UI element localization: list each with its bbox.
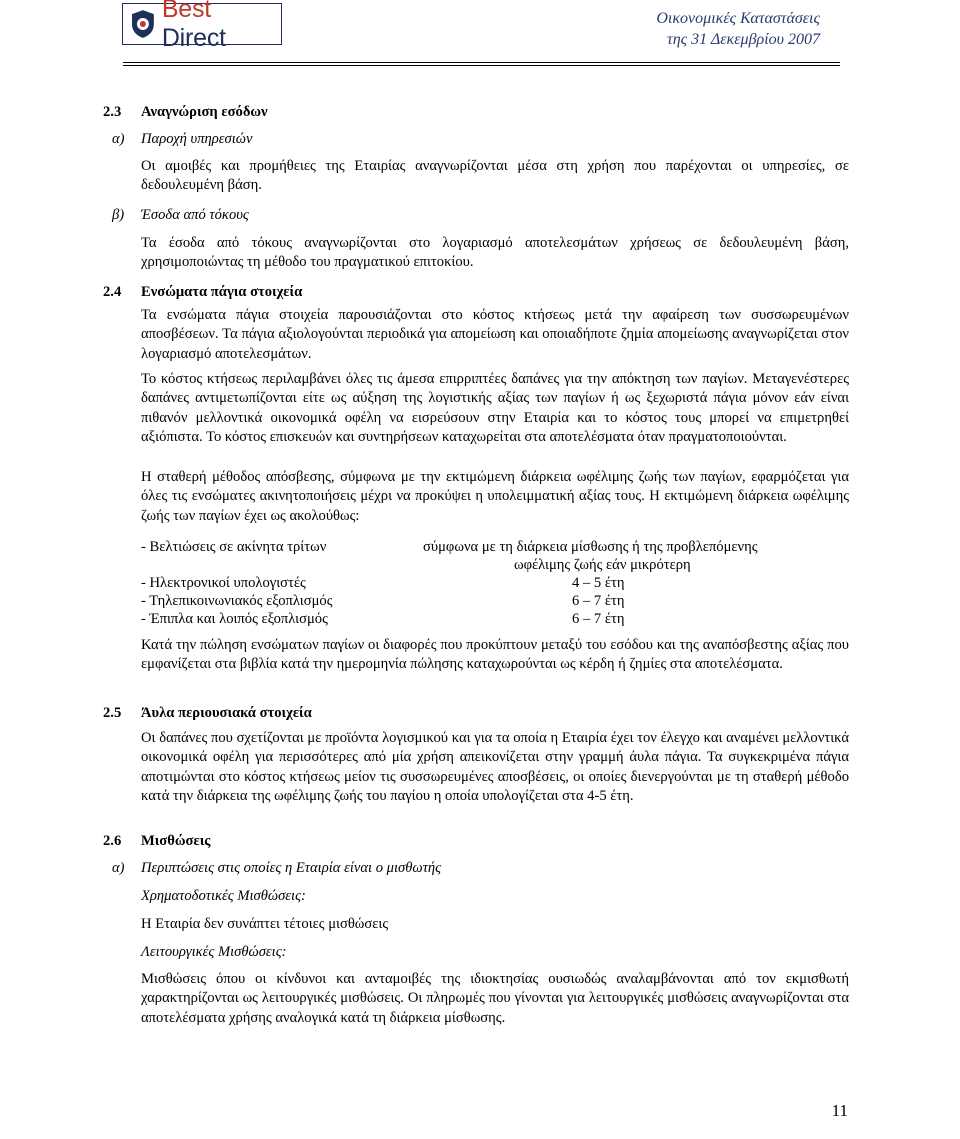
list-value: 6 – 7 έτη	[572, 593, 625, 609]
list-item: - Τηλεπικοινωνιακός εξοπλισμός	[141, 593, 333, 609]
list-item: - Έπιπλα και λοιπός εξοπλισμός	[141, 611, 328, 627]
list-value: 4 – 5 έτη	[572, 575, 625, 591]
paragraph: Το κόστος κτήσεως περιλαμβάνει όλες τις άμεσα επιρριπτέες δαπάνες για την απόκτηση των παγίων. Μεταγενέστερες δαπάνες αντιμετωπίζονται είτε ως αύξηση της λογιστικής αξίας των παγίων ή ως ξεχωριστά πάγια μόνον εάν είναι πιθανόν μελλοντικά οικονομικά οφέλη να εισρεύσουν στην Εταιρία και το κόστος τους μπορεί να επιμετρηθεί αξιόπιστα. Το κόστος επισκευών και συντηρήσεων καταχωρείται στα αποτελέσματα όταν πραγματοποιούνται.	[141, 371, 849, 446]
company-logo	[122, 0, 282, 52]
subheading: Λειτουργικές Μισθώσεις:	[141, 944, 287, 960]
section-number: 2.5	[103, 705, 122, 721]
section-title: Άυλα περιουσιακά στοιχεία	[141, 705, 312, 721]
section-number: 2.6	[103, 833, 122, 849]
item-label: α)	[112, 860, 125, 876]
paragraph: Κατά την πώληση ενσώματων παγίων οι διαφορές που προκύπτουν μεταξύ του εσόδου και της αναπόσβεστης αξίας που εμφανίζεται στα βιβλία κατά την ημερομηνία πώλησης καταχωρούνται ως κέρδη ή ζημίες στα αποτελέσματα.	[141, 637, 849, 673]
list-item: - Ηλεκτρονικοί υπολογιστές	[141, 575, 306, 591]
section-title: Μισθώσεις	[141, 833, 211, 849]
paragraph: Οι αμοιβές και προμήθειες της Εταιρίας αναγνωρίζονται μέσα στη χρήση που παρέχονται οι υπηρεσίες, σε δεδουλευμένη βάση.	[141, 158, 849, 194]
subsection-title: Περιπτώσεις στις οποίες η Εταιρία είναι ο μισθωτής	[141, 860, 442, 876]
section-title: Αναγνώριση εσόδων	[141, 104, 268, 120]
list-value: 6 – 7 έτη	[572, 611, 625, 627]
paragraph: Τα ενσώματα πάγια στοιχεία παρουσιάζονται στο κόστος κτήσεως μετά την αφαίρεση των συσσωρευμένων αποσβέσεων. Τα πάγια αξιολογούνται περιοδικά για απομείωση και οποιαδήποτε ζημία απομείωσης αναγνωρίζεται στον λογαριασμό αποτελεσμάτων.	[141, 307, 849, 362]
list-value: σύμφωνα με τη διάρκεια μίσθωσης ή της προβλεπόμενης	[423, 539, 758, 555]
subsection-title: Παροχή υπηρεσιών	[141, 131, 253, 147]
logo-wordmark: Best Direct	[161, 0, 226, 52]
subheading: Χρηματοδοτικές Μισθώσεις:	[141, 888, 306, 904]
item-label: β)	[112, 207, 125, 223]
item-label: α)	[112, 131, 125, 147]
paragraph: Οι δαπάνες που σχετίζονται με προϊόντα λογισμικού και για τα οποία η Εταιρία έχει τον έλεγχο και αναμένει μελλοντικά οικονομικά οφέλη για περισσότερες από μία χρήση απεικονίζεται στην γραμμή άυλα πάγια. Τα συγκεκριμένα πάγια αποτιμώνται στο κόστος κτήσεως μείον τις συσσωρευμένες αποσβέσεις, οι οποίες διενεργούνται με τη σταθερή μέθοδο κατά την διάρκεια της ωφέλιμης ζωής του παγίου η οποία υπολογίζεται στα 4-5 έτη.	[141, 730, 849, 805]
paragraph: Μισθώσεις όπου οι κίνδυνοι και ανταμοιβές της ιδιοκτησίας ουσιωδώς αναλαμβάνονται από τον εκμισθωτή χαρακτηρίζονται ως λειτουργικές μισθώσεις. Οι πληρωμές που γίνονται για λειτουργικές μισθώσεις αναγνωρίζονται στα αποτελέσματα χρήσης αναλογικά κατά τη διάρκεια μίσθωσης.	[141, 971, 849, 1026]
list-item: - Βελτιώσεις σε ακίνητα τρίτων	[141, 539, 327, 555]
header-rule	[123, 62, 840, 63]
paragraph: Τα έσοδα από τόκους αναγνωρίζονται στο λογαριασμό αποτελεσμάτων χρήσεως σε δεδουλευμένη βάση, χρησιμοποιώντας τη μέθοδο του πραγματικού επιτοκίου.	[141, 235, 849, 271]
list-value: ωφέλιμης ζωής εάν μικρότερη	[514, 557, 691, 573]
section-number: 2.4	[103, 284, 122, 300]
section-title: Ενσώματα πάγια στοιχεία	[141, 284, 303, 300]
paragraph: Η Εταιρία δεν συνάπτει τέτοιες μισθώσεις	[141, 916, 389, 932]
paragraph: Η σταθερή μέθοδος απόσβεσης, σύμφωνα με την εκτιμώμενη διάρκεια ωφέλιμης ζωής των παγίων, εφαρμόζεται για όλες τις ενσώματες ακινητοποιήσεις μέχρι να προκύψει η υπολειμματική αξίας τους. Η εκτιμώμενη διάρκεια ωφέλιμης ζωής των παγίων έχει ως ακολούθως:	[141, 469, 849, 524]
logo-shield-icon	[130, 9, 156, 39]
subsection-title: Έσοδα από τόκους	[141, 207, 249, 223]
document-title: Οικονομικές Καταστάσεις της 31 Δεκεμβρίου 2007	[656, 10, 820, 48]
section-number: 2.3	[103, 104, 122, 120]
page-number: 11	[831, 1101, 848, 1120]
header-rule-2	[123, 65, 840, 66]
